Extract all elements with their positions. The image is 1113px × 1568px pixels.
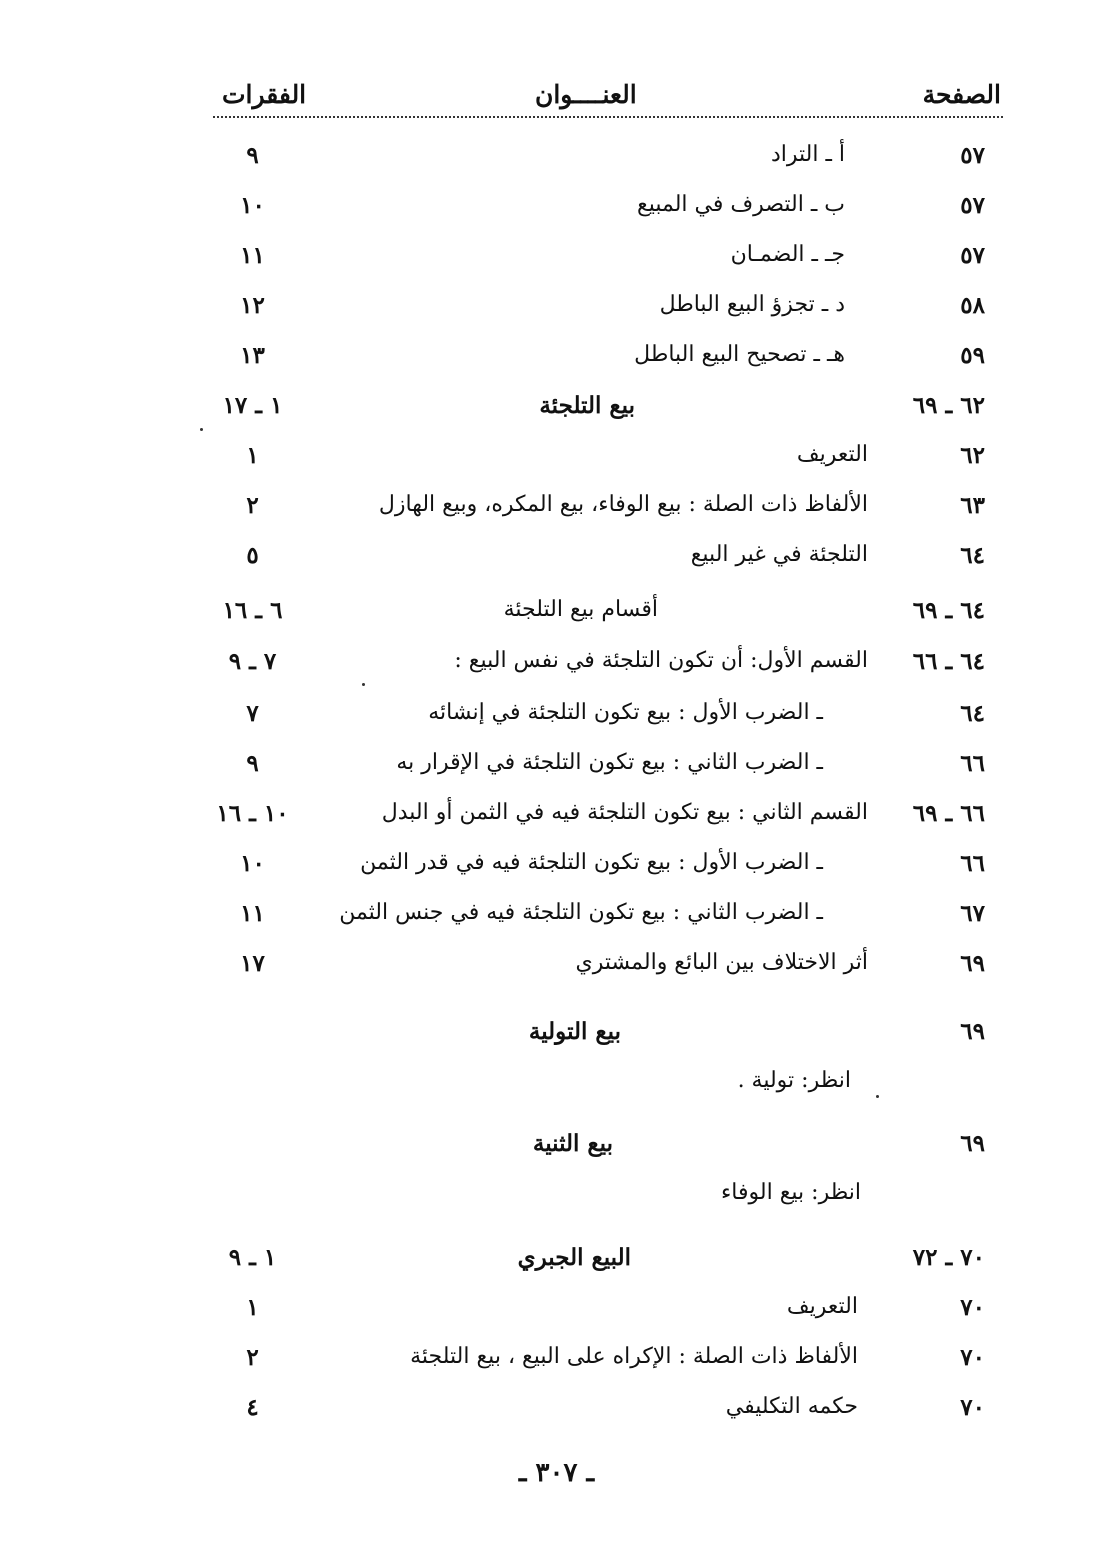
toc-row <box>0 800 1113 840</box>
row-page: ٥٧ <box>960 242 985 269</box>
toc-row <box>0 750 1113 790</box>
toc-row <box>0 342 1113 382</box>
row-title: الألفاظ ذات الصلة : بيع الوفاء، بيع المكره، وبيع الهازل <box>378 492 868 517</box>
row-page: ٦٦ ـ ٦٩ <box>912 800 985 827</box>
toc-row <box>0 192 1113 232</box>
scan-speck <box>362 683 365 686</box>
toc-section-row <box>0 597 1113 637</box>
toc-row <box>0 1344 1113 1384</box>
row-page: ٦٦ <box>960 750 985 777</box>
row-title: د ـ تجزؤ البيع الباطل <box>659 292 845 317</box>
header-title-column: العنــــوان <box>535 80 637 109</box>
header-dotted-divider <box>213 116 1003 118</box>
see-also-note: انظر: تولية . <box>737 1068 851 1093</box>
row-page: ٦٢ ـ ٦٩ <box>912 392 985 419</box>
row-title: البيع الجبري <box>517 1244 631 1271</box>
row-page: ٦٢ <box>960 442 985 469</box>
row-title: التعريف <box>796 442 868 467</box>
row-title: القسم الأول: أن تكون التلجئة في نفس البيع : <box>454 648 868 673</box>
row-title: بيع الثنية <box>532 1130 613 1157</box>
row-title: التلجئة في غير البيع <box>690 542 868 567</box>
row-paragraphs: ٧ <box>246 700 259 727</box>
row-paragraphs: ١٣ <box>240 342 265 369</box>
toc-row <box>0 492 1113 532</box>
row-paragraphs: ٤ <box>246 1394 259 1421</box>
row-page: ٧٠ ـ ٧٢ <box>912 1244 985 1271</box>
row-paragraphs: ١٠ ـ ١٦ <box>216 800 289 827</box>
row-paragraphs: ١٧ <box>240 950 265 977</box>
see-also-note: انظر: بيع الوفاء <box>720 1180 861 1205</box>
row-paragraphs: ٧ ـ ٩ <box>228 648 277 675</box>
row-paragraphs: ٢ <box>246 1344 259 1371</box>
page-number: ـ ٣٠٧ ـ <box>518 1458 595 1488</box>
row-page: ٧٠ <box>960 1394 985 1421</box>
row-page: ٦٧ <box>960 900 985 927</box>
scan-speck <box>200 428 203 431</box>
toc-see-also-row <box>0 1068 1113 1108</box>
row-paragraphs: ١ <box>246 442 259 469</box>
toc-row <box>0 648 1113 688</box>
row-page: ٦٩ <box>960 950 985 977</box>
row-paragraphs: ٦ ـ ١٦ <box>222 597 283 624</box>
row-page: ٦٩ <box>960 1130 985 1157</box>
toc-row <box>0 292 1113 332</box>
row-title: ب ـ التصرف في المبيع <box>637 192 845 217</box>
row-page: ٥٩ <box>960 342 985 369</box>
row-page: ٥٧ <box>960 142 985 169</box>
toc-row <box>0 700 1113 740</box>
row-page: ٥٨ <box>960 292 985 319</box>
header-paragraphs-column: الفقرات <box>222 80 307 109</box>
row-title: ـ الضرب الأول : بيع تكون التلجئة فيه في قدر الثمن <box>360 850 823 875</box>
toc-row <box>0 1294 1113 1334</box>
row-page: ٧٠ <box>960 1344 985 1371</box>
row-page: ٦٤ <box>960 542 985 569</box>
row-paragraphs: ٢ <box>246 492 259 519</box>
toc-row <box>0 1394 1113 1434</box>
row-paragraphs: ٩ <box>246 750 259 777</box>
toc-row <box>0 900 1113 940</box>
row-paragraphs: ١٠ <box>240 192 265 219</box>
row-paragraphs: ١ <box>246 1294 259 1321</box>
row-page: ٦٤ ـ ٦٩ <box>912 597 985 624</box>
row-title: بيع التولية <box>528 1018 621 1045</box>
row-paragraphs: ١ ـ ٩ <box>228 1244 277 1271</box>
row-title: جـ ـ الضمـان <box>730 242 845 267</box>
row-page: ٥٧ <box>960 192 985 219</box>
toc-section-row <box>0 392 1113 432</box>
toc-row <box>0 442 1113 482</box>
row-page: ٦٩ <box>960 1018 985 1045</box>
toc-see-also-row <box>0 1180 1113 1220</box>
row-title: الألفاظ ذات الصلة : الإكراه على البيع ، بيع التلجئة <box>410 1344 858 1369</box>
row-paragraphs: ١١ <box>240 242 265 269</box>
row-title: هـ ـ تصحيح البيع الباطل <box>634 342 845 367</box>
toc-section-row <box>0 1244 1113 1284</box>
toc-row <box>0 542 1113 582</box>
row-paragraphs: ١٠ <box>240 850 265 877</box>
row-title: ـ الضرب الثاني : بيع تكون التلجئة فيه في جنس الثمن <box>339 900 823 925</box>
toc-row <box>0 950 1113 990</box>
toc-row <box>0 142 1113 182</box>
row-title: أثر الاختلاف بين البائع والمشتري <box>575 950 868 975</box>
row-title: أ ـ التراد <box>770 142 845 167</box>
toc-section-row <box>0 1130 1113 1170</box>
toc-row <box>0 850 1113 890</box>
row-paragraphs: ١٢ <box>240 292 265 319</box>
row-page: ٦٤ <box>960 700 985 727</box>
row-title: التعريف <box>786 1294 858 1319</box>
row-paragraphs: ٥ <box>246 542 259 569</box>
row-title: حكمه التكليفي <box>725 1394 858 1419</box>
row-paragraphs: ١ ـ ١٧ <box>222 392 283 419</box>
toc-row <box>0 242 1113 282</box>
row-title: بيع التلجئة <box>539 392 635 419</box>
row-page: ٦٤ ـ ٦٦ <box>912 648 985 675</box>
row-page: ٦٦ <box>960 850 985 877</box>
row-page: ٦٣ <box>960 492 985 519</box>
row-paragraphs: ٩ <box>246 142 259 169</box>
row-title: القسم الثاني : بيع تكون التلجئة فيه في الثمن أو البدل <box>381 800 868 825</box>
header-page-column: الصفحة <box>922 80 1001 109</box>
row-title: أقسام بيع التلجئة <box>503 597 658 622</box>
row-title: ـ الضرب الثاني : بيع تكون التلجئة في الإقرار به <box>396 750 823 775</box>
row-title: ـ الضرب الأول : بيع تكون التلجئة في إنشائه <box>428 700 823 725</box>
scan-speck <box>876 1095 879 1098</box>
row-page: ٧٠ <box>960 1294 985 1321</box>
row-paragraphs: ١١ <box>240 900 265 927</box>
toc-section-row <box>0 1018 1113 1058</box>
